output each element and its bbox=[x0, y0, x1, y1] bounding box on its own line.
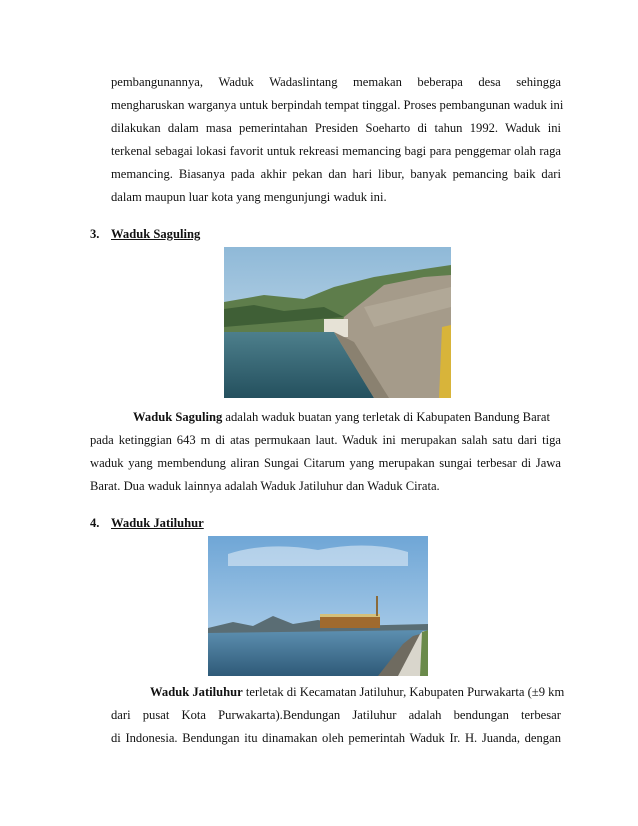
intro-line-6: dalam maupun luar kota yang mengunjungi waduk ini. bbox=[111, 190, 387, 204]
jatiluhur-word: dari bbox=[111, 708, 131, 722]
intro-line-2: mengharuskan warganya untuk berpindah tempat tinggal. Proses pembangunan waduk ini bbox=[111, 98, 564, 112]
jatiluhur-word: Jatiluhur bbox=[352, 708, 397, 722]
section-number: 4. bbox=[90, 516, 100, 530]
intro-line-3: dilakukan dalam masa pemerintahan Presiden Soeharto di tahun 1992. Waduk ini bbox=[111, 121, 561, 135]
jatiluhur-word: pusat bbox=[142, 708, 170, 722]
saguling-line-2: pada ketinggian 643 m di atas permukaan laut. Waduk ini merupakan salah satu dari tiga bbox=[90, 433, 561, 447]
intro-word: desa bbox=[478, 75, 501, 89]
saguling-photo bbox=[224, 247, 451, 398]
jatiluhur-word: Purwakarta).Bendungan bbox=[218, 708, 341, 722]
jatiluhur-word: adalah bbox=[408, 708, 442, 722]
jatiluhur-bold-lead: Waduk Jatiluhur bbox=[150, 685, 243, 699]
jatiluhur-line-3: di Indonesia. Bendungan itu dinamakan oleh pemerintah Waduk Ir. H. Juanda, dengan bbox=[111, 731, 561, 745]
intro-line-5: memancing. Biasanya pada akhir pekan dan hari libur, banyak pemancing baik dari bbox=[111, 167, 561, 181]
section-4-heading bbox=[90, 516, 204, 531]
saguling-line-1 bbox=[133, 409, 561, 425]
intro-word: Wadaslintang bbox=[269, 75, 338, 89]
jatiluhur-line-1-rest: terletak di Kecamatan Jatiluhur, Kabupaten Purwakarta (±9 km bbox=[242, 685, 565, 699]
intro-word: memakan bbox=[352, 75, 402, 89]
intro-word: beberapa bbox=[417, 75, 463, 89]
intro-word: pembangunannya, bbox=[111, 75, 203, 89]
intro-line-4: terkenal sebagai lokasi favorit untuk rekreasi memancing bagi para penggemar olah raga bbox=[111, 144, 561, 158]
intro-word: Waduk bbox=[218, 75, 254, 89]
jatiluhur-word: Kota bbox=[181, 708, 206, 722]
jatiluhur-line-2 bbox=[111, 707, 561, 723]
section-number: 3. bbox=[90, 227, 100, 241]
jatiluhur-photo bbox=[208, 536, 428, 676]
jatiluhur-word: terbesar bbox=[521, 708, 561, 722]
saguling-line-4: Barat. Dua waduk lainnya adalah Waduk Jatiluhur dan Waduk Cirata. bbox=[90, 479, 440, 493]
jatiluhur-word: bendungan bbox=[453, 708, 509, 722]
section-3-heading bbox=[90, 227, 200, 242]
section-title: Waduk Jatiluhur bbox=[111, 516, 204, 530]
intro-word: sehingga bbox=[516, 75, 561, 89]
jatiluhur-line-1 bbox=[150, 684, 565, 700]
saguling-line-3: waduk yang membendung aliran Sungai Citarum yang merupakan sungai terbesar di Jawa bbox=[90, 456, 561, 470]
section-title: Waduk Saguling bbox=[111, 227, 201, 241]
saguling-bold-lead: Waduk Saguling bbox=[133, 410, 223, 424]
saguling-line-1-rest: adalah waduk buatan yang terletak di Kabupaten Bandung Barat bbox=[222, 410, 550, 424]
intro-line-1 bbox=[111, 74, 561, 90]
